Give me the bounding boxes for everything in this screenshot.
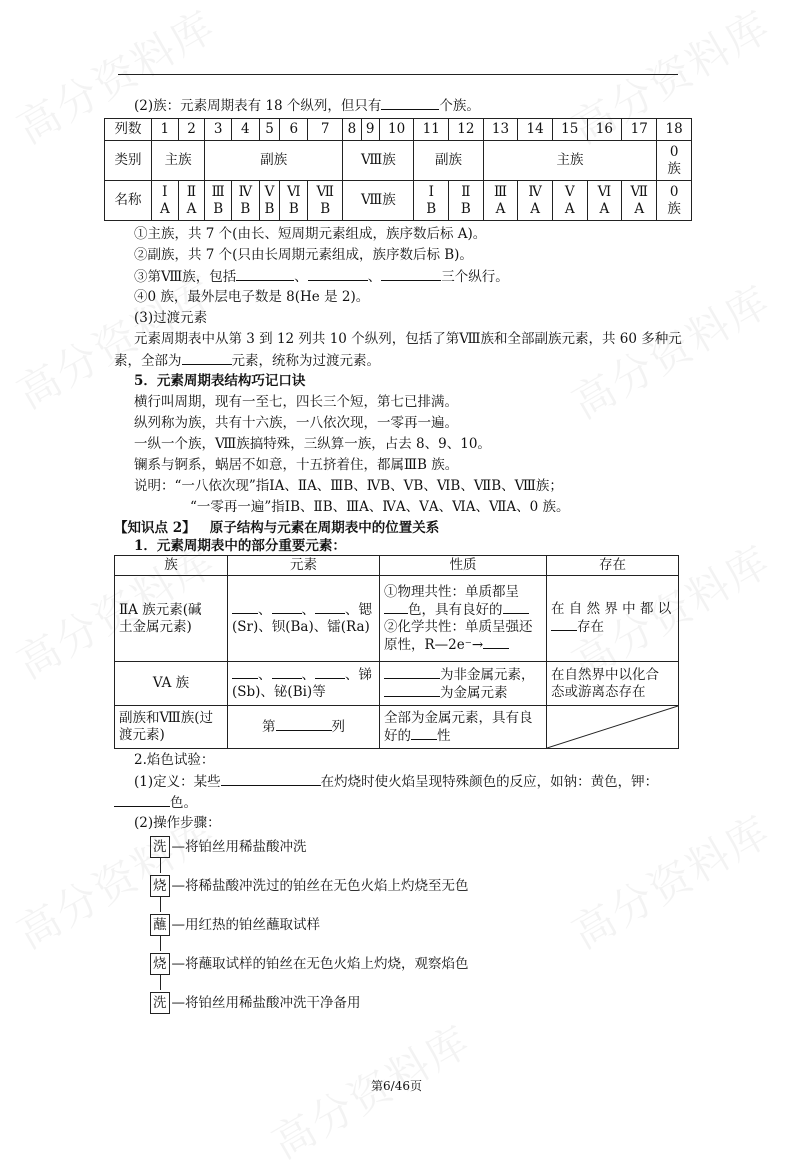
th-group: 族 <box>115 556 228 576</box>
sep: 、 <box>367 269 382 285</box>
column-number: 17 <box>622 119 657 141</box>
group-name-cell: Ⅰ A <box>152 181 179 221</box>
blank <box>272 666 302 679</box>
column-number: 4 <box>232 119 260 141</box>
text: 态或游离态存在 <box>551 683 646 700</box>
category-label: 类别 <box>105 141 152 181</box>
groups-intro-tail: 个族。 <box>439 98 480 114</box>
category-cell: Ⅷ族 <box>343 141 414 181</box>
table-row <box>115 576 679 662</box>
blank <box>308 268 368 281</box>
note-zero-group: ④0 族，最外层电子数是 8(He 是 2)。 <box>134 289 370 305</box>
cell-element: 、 、 、锑 (Sb)、铋(Bi)等 <box>228 662 380 706</box>
group-name-cell: Ⅶ A <box>622 181 657 221</box>
step-5 <box>150 992 361 1014</box>
text: 列 <box>331 719 345 735</box>
table-row <box>115 662 679 706</box>
text: ⅡA 族元素(碱 <box>119 601 202 618</box>
text: 存在 <box>577 619 604 635</box>
step-3 <box>150 914 320 936</box>
text: 全部为金属元素，具有良 <box>384 709 533 726</box>
column-number: 1 <box>152 119 179 141</box>
name-label: 名称 <box>105 181 152 221</box>
text: 为非金属元素， <box>440 666 535 683</box>
column-number: 6 <box>280 119 308 141</box>
group-name-cell: Ⅰ B <box>414 181 449 221</box>
note-group8 <box>134 268 509 286</box>
column-number: 10 <box>379 119 414 141</box>
mnemonic-line: 纵列称为族，共有十六族，一八依次现，一零再一遍。 <box>134 415 458 431</box>
knowledge-sub: 1．元素周期表中的部分重要元素： <box>134 538 346 554</box>
column-number: 3 <box>205 119 232 141</box>
step-box: 洗 <box>150 836 170 858</box>
text: ②化学共性：单质呈强还 <box>384 618 533 635</box>
cell-group <box>115 576 228 662</box>
groups-intro-text: (2)族：元素周期表有 18 个纵列，但只有 <box>134 98 382 114</box>
mnemonic-line: 一纵一个族，Ⅷ族搞特殊，三纵算一族，占去 8、9、10。 <box>134 436 491 452</box>
blank <box>411 727 437 740</box>
text: 好的 <box>384 727 411 744</box>
group-name-cell: Ⅴ B <box>259 181 280 221</box>
step-text: —将铂丝用稀盐酸冲洗干净备用 <box>171 995 361 1011</box>
step-box: 烧 <box>150 953 170 975</box>
group-name-cell: Ⅴ A <box>552 181 587 221</box>
group-name-cell: Ⅲ A <box>483 181 518 221</box>
category-cell: 主族 <box>483 141 657 181</box>
group-name-cell: Ⅵ A <box>587 181 622 221</box>
flame-definition <box>134 773 658 791</box>
text: 色，具有良好的 <box>408 601 503 618</box>
step-text: —用红热的铂丝蘸取试样 <box>171 917 320 933</box>
blank <box>483 636 509 649</box>
text: 原性，R—2e⁻→ <box>384 636 484 653</box>
group-name-cell: Ⅲ B <box>205 181 232 221</box>
blank <box>384 666 440 679</box>
text: ①物理共性：单质都呈 <box>384 583 519 600</box>
text: 在 自 然 界 中 都 以 <box>551 601 672 617</box>
cell-property <box>380 576 547 662</box>
text: 在自然界中以化合 <box>551 666 659 683</box>
groups-intro <box>134 97 480 115</box>
blank <box>384 601 408 614</box>
step-4 <box>150 953 469 975</box>
column-number: 8 <box>343 119 361 141</box>
blank <box>232 601 258 614</box>
blank <box>381 97 439 110</box>
cell-element <box>228 706 380 749</box>
text: 土金属元素) <box>119 618 192 635</box>
column-number: 9 <box>361 119 379 141</box>
periodic-groups-table <box>104 118 692 221</box>
cell-group: VA 族 <box>115 662 228 706</box>
knowledge-tag: 【知识点 2】 <box>114 520 196 536</box>
step-box: 洗 <box>150 992 170 1014</box>
transition-heading: (3)过渡元素 <box>134 310 208 326</box>
column-number: 15 <box>552 119 587 141</box>
text: 、锶 <box>345 602 372 618</box>
mnemonic-line: 镧系与锕系，蜗居不如意，十五挤着住，都属ⅢB 族。 <box>134 457 459 473</box>
blank <box>315 601 345 614</box>
column-number: 2 <box>178 119 205 141</box>
th-element: 元素 <box>228 556 380 576</box>
column-number: 7 <box>308 119 343 141</box>
blank <box>221 773 321 786</box>
blank <box>315 666 345 679</box>
knowledge-heading <box>114 520 439 537</box>
step-text: —将蘸取试样的铂丝在无色火焰上灼烧，观察焰色 <box>171 956 469 972</box>
group-name-cell: Ⅶ B <box>308 181 343 221</box>
step-box: 烧 <box>150 875 170 897</box>
step-box: 蘸 <box>150 914 170 936</box>
flame-heading: 2.焰色试验： <box>134 752 215 768</box>
blank <box>551 618 577 631</box>
blank <box>276 718 332 731</box>
blank <box>384 684 440 697</box>
text: 为金属元素 <box>440 684 508 701</box>
table-row <box>115 706 679 749</box>
category-cell: 主族 <box>152 141 205 181</box>
text: 第 <box>262 719 276 735</box>
watermark <box>560 799 781 961</box>
cell-group <box>115 706 228 749</box>
group-name-cell: Ⅱ B <box>449 181 484 221</box>
flame-def-tail: 在灼烧时使火焰呈现特殊颜色的反应，如钠：黄色，钾： <box>320 774 659 790</box>
cell-element: 、 、 、锶 (Sr)、钡(Ba)、镭(Ra) <box>228 576 380 662</box>
important-elements-table <box>114 555 679 749</box>
group-name-cell: Ⅳ B <box>232 181 260 221</box>
text: (Sb)、铋(Bi)等 <box>232 684 326 700</box>
step-text: —将铂丝用稀盐酸冲洗 <box>171 839 307 855</box>
mnemonic-note: “一零再一遍”指ⅠB、ⅡB、ⅢA、ⅣA、ⅤA、ⅥA、ⅦA、0 族。 <box>190 499 570 515</box>
transition-line1: 元素周期表中从第 3 到 12 列共 10 个纵列，包括了第Ⅷ族和全部副族元素，共 60 多种元 <box>134 331 682 347</box>
text: 、锑 <box>345 667 372 683</box>
column-number: 11 <box>414 119 449 141</box>
text: 性 <box>437 727 451 744</box>
group-name-cell: Ⅵ B <box>280 181 308 221</box>
category-cell: 0 族 <box>657 141 692 181</box>
page-number: 第6/46页 <box>371 1079 422 1093</box>
note-group8-text: ③第Ⅷ族，包括 <box>134 269 237 285</box>
step-text: —将稀盐酸冲洗过的铂丝在无色火焰上灼烧至无色 <box>171 878 469 894</box>
category-cell: 副族 <box>414 141 483 181</box>
diagonal-line <box>547 706 678 748</box>
steps-heading: (2)操作步骤： <box>134 815 221 831</box>
cell-existence <box>547 576 679 662</box>
note-main-group: ①主族，共 7 个(由长、短周期元素组成，族序数后标 A)。 <box>134 226 487 242</box>
connector-line <box>160 896 161 912</box>
step-2 <box>150 875 469 897</box>
flame-def2-tail: 色。 <box>170 795 197 811</box>
blank <box>381 268 441 281</box>
group-name-cell: Ⅳ A <box>518 181 553 221</box>
blank <box>114 794 170 807</box>
blank <box>503 601 529 614</box>
text: 渡元素) <box>119 727 165 743</box>
column-number: 18 <box>657 119 692 141</box>
column-number: 16 <box>587 119 622 141</box>
cell-existence <box>547 662 679 706</box>
flame-def-text: (1)定义：某些 <box>134 774 221 790</box>
transition-line2 <box>114 352 380 370</box>
connector-line <box>160 935 161 951</box>
note-sub-group: ②副族，共 7 个(只由长周期元素组成，族序数后标 B)。 <box>134 247 473 263</box>
cell-empty-diagonal <box>547 706 679 749</box>
text: 副族和Ⅷ族(过 <box>119 710 214 726</box>
note-group8-tail: 三个纵行。 <box>441 269 509 285</box>
mnemonic-note: 说明：“一八依次现”指ⅠA、ⅡA、ⅢB、ⅣB、ⅤB、ⅥB、ⅦB、Ⅷ族； <box>134 478 563 494</box>
connector-line <box>160 857 161 873</box>
group-name-cell: 0 族 <box>657 181 692 221</box>
transition-line2-text: 素，全部为 <box>114 353 182 369</box>
blank <box>232 666 258 679</box>
sep: 、 <box>294 269 308 285</box>
cell-property <box>380 706 547 749</box>
group-name-cell: Ⅷ族 <box>343 181 414 221</box>
col-header-label: 列数 <box>105 119 152 141</box>
mnemonic-heading: 5．元素周期表结构巧记口诀 <box>134 373 306 389</box>
connector-line <box>160 974 161 990</box>
blank <box>236 268 294 281</box>
blank <box>182 352 232 365</box>
mnemonic-line: 横行叫周期，现有一至七，四长三个短，第七已排满。 <box>134 394 458 410</box>
th-existence: 存在 <box>547 556 679 576</box>
flame-definition-2 <box>114 794 197 812</box>
header-rule <box>118 74 678 75</box>
category-cell: 副族 <box>205 141 343 181</box>
step-1 <box>150 836 307 858</box>
watermark <box>560 269 781 431</box>
column-number: 5 <box>259 119 280 141</box>
knowledge-title: 原子结构与元素在周期表中的位置关系 <box>209 520 440 536</box>
th-property: 性质 <box>380 556 547 576</box>
transition-line2-tail: 元素，统称为过渡元素。 <box>231 353 380 369</box>
text: (Sr)、钡(Ba)、镭(Ra) <box>232 619 370 635</box>
blank <box>272 601 302 614</box>
group-name-cell: Ⅱ A <box>178 181 205 221</box>
cell-property <box>380 662 547 706</box>
column-number: 12 <box>449 119 484 141</box>
column-number: 13 <box>483 119 518 141</box>
column-number: 14 <box>518 119 553 141</box>
